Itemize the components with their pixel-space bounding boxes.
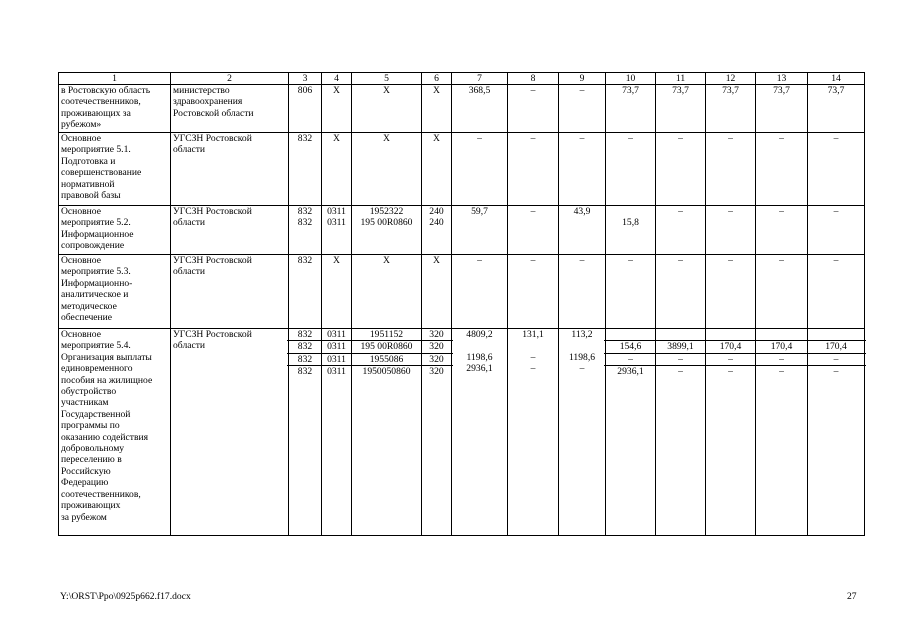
value-text: –: [530, 85, 536, 96]
value-text: 2936,1: [466, 363, 493, 375]
value-text: 832: [297, 255, 313, 266]
col-3-cell: [289, 329, 322, 536]
col-7-cell: [452, 206, 508, 255]
col-11-cell: [656, 85, 706, 133]
value-text: 131,1: [522, 329, 544, 340]
col-12-cell: [706, 329, 756, 536]
value-text: Х: [433, 85, 440, 96]
value-text: [606, 206, 655, 217]
value-text: –: [833, 366, 839, 378]
value-text: –: [628, 133, 633, 144]
value-text: 15,8: [622, 217, 639, 229]
value-text: –: [678, 206, 683, 217]
value-text: 1951152: [350, 329, 423, 341]
value-text: 832: [287, 354, 323, 366]
col-6-cell: [422, 329, 452, 536]
col-12-cell: [706, 206, 756, 255]
col-9-cell: [559, 329, 606, 536]
col-4-cell: [322, 206, 352, 255]
value-text: –: [728, 133, 733, 144]
value-text: 3899,1: [654, 341, 707, 353]
value-text: –: [678, 255, 683, 266]
value-text: Х: [383, 133, 390, 144]
value-text: 320: [420, 341, 453, 353]
table-row: [59, 255, 865, 329]
col-13-cell: [756, 255, 808, 329]
col-6-cell: [422, 85, 452, 133]
value-text: 0311: [327, 366, 346, 378]
col-8-cell: [508, 329, 559, 536]
value-text: 368,5: [468, 85, 491, 96]
value-text: [654, 329, 707, 341]
value-text: –: [779, 255, 784, 266]
value-text: 73,7: [773, 85, 790, 96]
col-12-cell: [706, 255, 756, 329]
value-text: 1955086: [350, 354, 423, 366]
value-text: 832: [287, 329, 323, 341]
col-11-cell: [656, 255, 706, 329]
value-text: 1198,6: [568, 351, 596, 363]
col-3-cell: [289, 206, 322, 255]
value-text: [754, 329, 809, 341]
value-text: [452, 217, 507, 228]
value-text: 73,7: [827, 85, 845, 96]
value-text: –: [579, 363, 585, 375]
col-5-cell: [352, 206, 422, 255]
value-text: [704, 329, 757, 341]
header-row: [59, 73, 865, 85]
col-11-cell: [656, 206, 706, 255]
header-cell: 7: [452, 73, 508, 85]
header-cell: 8: [508, 73, 559, 85]
col-5-cell: [352, 329, 422, 536]
value-text: 832: [297, 206, 313, 217]
value-text: 59,7: [471, 206, 488, 217]
measure-name-cell: Основное мероприятие 5.2. Информационное сопровождение: [59, 206, 171, 255]
col-7-cell: [452, 85, 508, 133]
col-14-cell: [808, 329, 865, 536]
col-8-cell: [508, 206, 559, 255]
table-row: [59, 329, 865, 536]
col-10-cell: [606, 206, 656, 255]
value-text: 73,7: [622, 85, 639, 96]
col-14-cell: [808, 85, 865, 133]
value-text: 832: [297, 133, 313, 144]
value-text: [706, 217, 755, 228]
value-text: –: [728, 206, 733, 217]
value-text: [656, 217, 705, 228]
value-text: Х: [433, 133, 440, 144]
col-10-cell: [606, 329, 656, 536]
col-10-cell: [606, 255, 656, 329]
value-text: 170,4: [806, 341, 866, 353]
header-cell: 4: [322, 73, 352, 85]
col-12-cell: [706, 85, 756, 133]
value-text: Х: [383, 85, 390, 96]
value-text: –: [530, 206, 536, 217]
table-row: [59, 206, 865, 255]
col-4-cell: [322, 85, 352, 133]
header-cell: 9: [559, 73, 606, 85]
value-text: –: [530, 363, 536, 375]
measure-name-cell: в Ростовскую область соотечественников, проживающих за рубежом»: [59, 85, 171, 133]
value-text: 0311: [327, 217, 346, 229]
header-cell: 1: [59, 73, 171, 85]
table-row: [59, 85, 865, 133]
value-text: –: [477, 255, 482, 266]
value-text: 0311: [320, 341, 353, 353]
col-10-cell: [606, 133, 656, 206]
col-4-cell: [322, 255, 352, 329]
col-14-cell: [808, 133, 865, 206]
col-4-cell: [322, 329, 352, 536]
value-text: 73,7: [722, 85, 739, 96]
col-4-cell: [322, 133, 352, 206]
value-text: –: [579, 85, 585, 96]
value-text: 195 00R0860: [350, 341, 423, 353]
value-text: 320: [420, 354, 453, 366]
value-text: –: [654, 354, 707, 366]
col-14-cell: [808, 206, 865, 255]
value-text: Х: [383, 255, 390, 266]
value-text: [559, 340, 605, 351]
header-cell: 2: [171, 73, 289, 85]
executor-cell: министерство здравоохранения Ростовской области: [171, 85, 289, 133]
executor-cell: УГСЗН Ростовской области: [171, 329, 289, 536]
measure-name-cell: Основное мероприятие 5.3. Информационно- аналитическое и методическое обеспечение: [59, 255, 171, 329]
file-path: Y:\ORST\Ppo\0925p662.f17.docx: [60, 591, 191, 602]
col-13-cell: [756, 85, 808, 133]
col-8-cell: [508, 133, 559, 206]
value-text: Х: [333, 85, 340, 96]
col-3-cell: [289, 133, 322, 206]
col-9-cell: [559, 133, 606, 206]
executor-cell: УГСЗН Ростовской области: [171, 133, 289, 206]
header-cell: 12: [706, 73, 756, 85]
value-text: [604, 329, 657, 341]
value-text: –: [530, 133, 536, 144]
col-8-cell: [508, 85, 559, 133]
col-7-cell: [452, 133, 508, 206]
value-text: –: [779, 366, 784, 378]
value-text: 73,7: [672, 85, 689, 96]
value-text: 1952322: [369, 206, 404, 217]
header-cell: 6: [422, 73, 452, 85]
col-6-cell: [422, 255, 452, 329]
value-text: –: [728, 255, 733, 266]
col-7-cell: [452, 329, 508, 536]
header-cell: 14: [808, 73, 865, 85]
col-9-cell: [559, 85, 606, 133]
value-text: –: [628, 255, 633, 266]
col-11-cell: [656, 329, 706, 536]
value-text: –: [579, 255, 585, 266]
col-5-cell: [352, 255, 422, 329]
value-text: 170,4: [754, 341, 809, 353]
col-3-cell: [289, 85, 322, 133]
value-text: –: [833, 133, 839, 144]
col-6-cell: [422, 133, 452, 206]
col-13-cell: [756, 133, 808, 206]
value-text: 240: [429, 217, 444, 229]
value-text: 43,9: [573, 206, 591, 217]
value-text: 806: [297, 85, 313, 96]
value-text: 832: [287, 341, 323, 353]
value-text: –: [754, 354, 809, 366]
value-text: –: [833, 206, 839, 217]
executor-cell: УГСЗН Ростовской области: [171, 206, 289, 255]
value-text: 195 00R0860: [360, 217, 413, 229]
value-text: 4809,2: [466, 329, 493, 340]
value-text: Х: [333, 255, 340, 266]
value-text: –: [604, 354, 657, 366]
value-text: –: [704, 354, 757, 366]
col-13-cell: [756, 206, 808, 255]
value-text: 1950050860: [362, 366, 411, 378]
col-8-cell: [508, 255, 559, 329]
measure-name-cell: Основное мероприятие 5.1. Подготовка и совершенствование нормативной правовой базы: [59, 133, 171, 206]
col-6-cell: [422, 206, 452, 255]
value-text: 832: [297, 366, 313, 378]
header-cell: 13: [756, 73, 808, 85]
header-cell: 10: [606, 73, 656, 85]
value-text: [508, 340, 558, 351]
value-text: [508, 217, 558, 228]
value-text: 0311: [327, 206, 346, 217]
value-text: –: [833, 255, 839, 266]
value-text: 832: [297, 217, 313, 229]
value-text: –: [530, 255, 536, 266]
table-row: [59, 133, 865, 206]
col-3-cell: [289, 255, 322, 329]
value-text: –: [806, 354, 866, 366]
value-text: 154,6: [604, 341, 657, 353]
value-text: –: [779, 206, 784, 217]
page-number: 27: [847, 591, 857, 602]
value-text: [559, 217, 605, 228]
value-text: –: [779, 133, 784, 144]
value-text: [452, 340, 507, 351]
value-text: 113,2: [571, 329, 593, 340]
value-text: 320: [429, 366, 444, 378]
value-text: 0311: [320, 354, 353, 366]
value-text: 320: [420, 329, 453, 341]
header-cell: 3: [289, 73, 322, 85]
value-text: Х: [433, 255, 440, 266]
value-text: [806, 329, 866, 341]
value-text: –: [728, 366, 733, 378]
executor-cell: УГСЗН Ростовской области: [171, 255, 289, 329]
value-text: –: [678, 133, 683, 144]
value-text: Х: [333, 133, 340, 144]
col-11-cell: [656, 133, 706, 206]
col-9-cell: [559, 206, 606, 255]
col-12-cell: [706, 133, 756, 206]
value-text: –: [477, 133, 482, 144]
col-13-cell: [756, 329, 808, 536]
value-text: –: [530, 351, 536, 363]
col-14-cell: [808, 255, 865, 329]
header-cell: 5: [352, 73, 422, 85]
col-5-cell: [352, 85, 422, 133]
col-7-cell: [452, 255, 508, 329]
budget-table: [58, 72, 865, 536]
header-cell: 11: [656, 73, 706, 85]
col-10-cell: [606, 85, 656, 133]
value-text: 1198,6: [466, 351, 493, 363]
col-5-cell: [352, 133, 422, 206]
value-text: –: [678, 366, 683, 378]
value-text: [808, 217, 864, 228]
value-text: 170,4: [704, 341, 757, 353]
col-9-cell: [559, 255, 606, 329]
value-text: 0311: [320, 329, 353, 341]
value-text: 240: [429, 206, 444, 217]
measure-name-cell: Основное мероприятие 5.4. Организация выплаты единовременного пособия на жилищное обустройство участникам Государственной программы по оказанию содействия добровольному переселению в Российскую Федерацию соотечественников, проживающих за рубежом: [59, 329, 171, 536]
value-text: 2936,1: [617, 366, 644, 378]
value-text: [756, 217, 807, 228]
value-text: –: [579, 133, 585, 144]
